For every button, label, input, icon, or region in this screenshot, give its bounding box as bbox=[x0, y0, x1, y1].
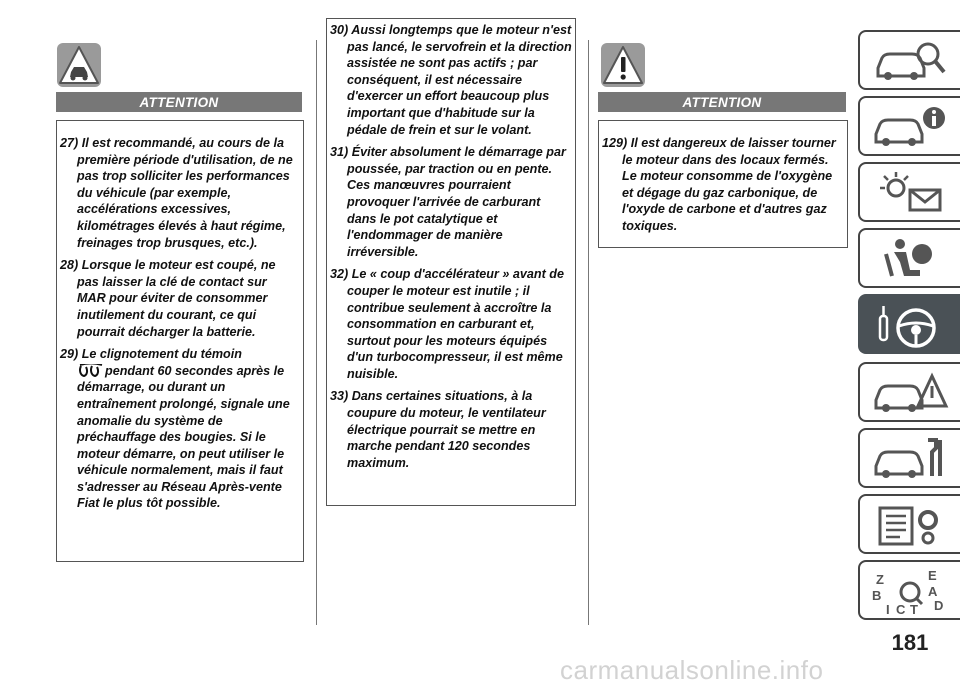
car-maintenance-icon bbox=[870, 436, 950, 482]
tab-car-info[interactable] bbox=[858, 96, 960, 156]
note-33 bbox=[330, 388, 572, 471]
note-number: 27) bbox=[60, 136, 79, 150]
note-number: 31) bbox=[330, 145, 349, 160]
note-text: Le « coup d'accélérateur » avant de couper le moteur est inutile ; il contribue seulement à accroître la consommation en carburant et, surtout pour les moteurs équipés d'un turbocompresseur, il est même nuisible. bbox=[347, 267, 564, 381]
alphabetical-index-icon bbox=[870, 568, 950, 616]
note-129 bbox=[602, 135, 842, 235]
column-divider-right bbox=[588, 40, 589, 625]
airbag-seat-icon bbox=[870, 236, 950, 282]
note-text: Il est recommandé, au cours de la première période d'utilisation, de ne pas trop solliciter les performances du véhicule (par exemple, accélérations excessives, kilométrages élevés à haut régime, freinages trop brusques, etc.). bbox=[77, 136, 293, 250]
index-letter: T bbox=[910, 602, 918, 616]
car-info-icon bbox=[870, 104, 950, 150]
index-letter: E bbox=[928, 568, 937, 583]
key-steering-wheel-icon bbox=[870, 302, 950, 352]
note-text: Dans certaines situations, à la coupure du moteur, le ventilateur électrique pourrait se mettre en marche pendant 120 secondes maximum. bbox=[347, 389, 546, 470]
tab-warning-lights[interactable] bbox=[858, 162, 960, 222]
note-number: 29) bbox=[60, 347, 79, 362]
car-search-icon bbox=[870, 38, 950, 84]
note-27 bbox=[60, 135, 298, 251]
note-text: Aussi longtemps que le moteur n'est pas lancé, le servofrein et la direction assistée ne sont pas actifs ; par conséquent, il est nécessaire d'exercer un effort beaucoup plus important que d'habitude sur la pédale de frein et sur le volant. bbox=[347, 23, 572, 137]
index-letter: B bbox=[872, 588, 882, 603]
index-letter: I bbox=[886, 602, 890, 616]
attention-banner-left: ATTENTION bbox=[56, 92, 302, 112]
note-text: Le clignotement du témoin bbox=[81, 347, 242, 362]
page-number: 181 bbox=[891, 630, 929, 655]
notes-right bbox=[602, 135, 842, 241]
watermark: carmanualsonline.info bbox=[560, 655, 824, 685]
index-letter: A bbox=[928, 584, 938, 599]
note-31 bbox=[330, 144, 572, 260]
column-divider-left bbox=[316, 40, 317, 625]
tab-alphabetical-index[interactable] bbox=[858, 560, 960, 620]
note-30 bbox=[330, 22, 572, 138]
tab-technical-data[interactable] bbox=[858, 494, 960, 554]
notes-left bbox=[60, 135, 298, 518]
tab-airbag-seat[interactable] bbox=[858, 228, 960, 288]
note-28 bbox=[60, 257, 298, 340]
index-letter: Z bbox=[876, 572, 884, 587]
tab-starting-driving[interactable] bbox=[858, 294, 960, 354]
note-text: Lorsque le moteur est coupé, ne pas laisser la clé de contact sur MAR pour éviter de consommer inutilement du courant, ce qui pourrait décharger la batterie. bbox=[77, 258, 276, 339]
note-text: Éviter absolument le démarrage par poussée, par traction ou en pente. Ces manœuvres pourraient provoquer l'arrivée de carburant dans le pot catalytique et l'endommager de manière irréversible. bbox=[347, 145, 566, 259]
car-warning-triangle-icon bbox=[56, 42, 102, 88]
note-number: 32) bbox=[330, 267, 349, 282]
index-letter: D bbox=[934, 598, 944, 613]
note-29 bbox=[60, 346, 298, 512]
note-number: 129) bbox=[602, 136, 628, 150]
attention-banner-right: ATTENTION bbox=[598, 92, 846, 112]
notes-middle bbox=[330, 22, 572, 477]
index-letter: C bbox=[896, 602, 906, 616]
note-32 bbox=[330, 266, 572, 382]
warning-lights-icon bbox=[870, 170, 950, 216]
technical-data-icon bbox=[870, 502, 950, 548]
note-text: Il est dangereux de laisser tourner le moteur dans des locaux fermés. Le moteur consomme de l'oxygène et dégage du gaz carbonique, de l'oxyde de carbone et d'autres gaz toxiques. bbox=[622, 136, 836, 233]
tab-car-search[interactable] bbox=[858, 30, 960, 90]
glow-plug-warning-icon bbox=[78, 364, 104, 378]
note-text: pendant 60 secondes après le démarrage, ou durant un entraînement prolongé, signale une anomalie du système de préchauffage des bougies. Si le moteur démarre, on peut utiliser le véhicule normalement, mais il faut s'adresser au Réseau Après-vente Fiat le plus tôt possible. bbox=[77, 363, 290, 511]
note-number: 33) bbox=[330, 389, 349, 404]
car-breakdown-icon bbox=[870, 370, 950, 416]
tab-car-maintenance[interactable] bbox=[858, 428, 960, 488]
note-number: 30) bbox=[330, 23, 349, 37]
note-number: 28) bbox=[60, 258, 79, 273]
exclamation-warning-triangle-icon bbox=[600, 42, 646, 88]
tab-car-breakdown[interactable] bbox=[858, 362, 960, 422]
